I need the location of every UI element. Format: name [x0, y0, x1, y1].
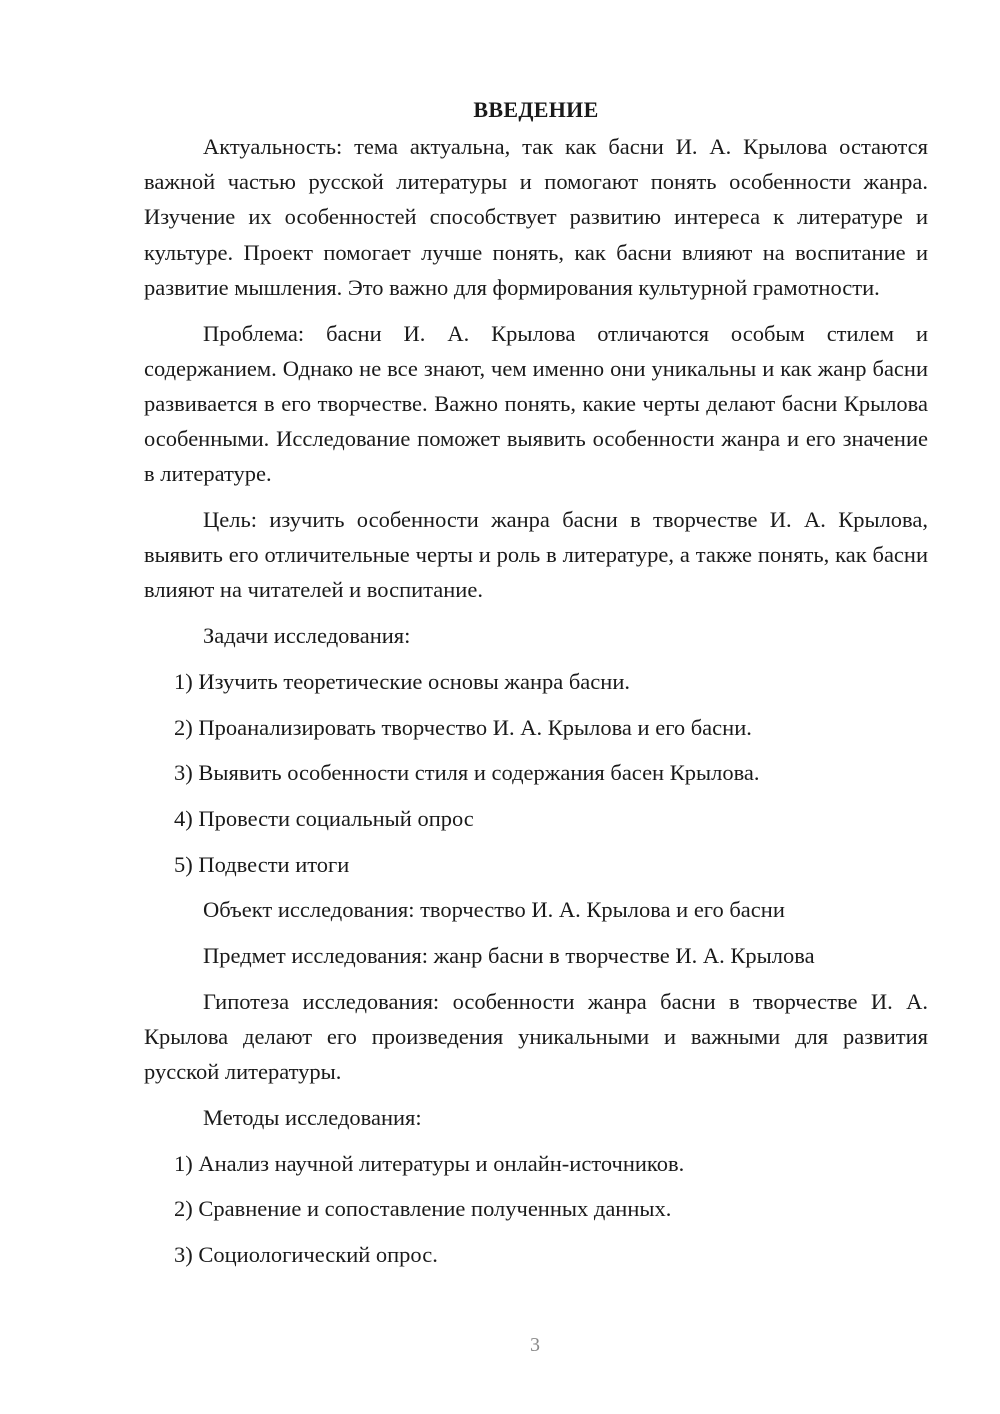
task-item: 1) Изучить теоретические основы жанра басни. [174, 668, 630, 694]
page-title: ВВЕДЕНИЕ [473, 97, 599, 122]
method-item: 2) Сравнение и сопоставление полученных данных. [174, 1196, 672, 1222]
subject-line: Предмет исследования: жанр басни в творчестве И. А. Крылова [203, 943, 815, 969]
method-item: 3) Социологический опрос. [174, 1241, 438, 1267]
method-item: 1) Анализ научной литературы и онлайн-источников. [174, 1150, 685, 1176]
problem-paragraph: Проблема: басни И. А. Крылова отличаются особым стилем и содержанием. Однако не все знают, чем именно они уникальны и как жанр басни развивается в его творчестве. Важно понять, какие черты делают басни Крылова особенными. Исследование поможет выявить особенности жанра и его значение в литературе. [144, 320, 928, 487]
task-item: 3) Выявить особенности стиля и содержания басен Крылова. [174, 760, 760, 786]
task-item: 5) Подвести итоги [174, 851, 350, 877]
document-page [144, 92, 928, 1283]
task-item: 2) Проанализировать творчество И. А. Крылова и его басни. [174, 714, 752, 740]
methods-heading: Методы исследования: [203, 1104, 422, 1130]
relevance-paragraph: Актуальность: тема актуальна, так как басни И. А. Крылова остаются важной частью русской литературы и помогают понять особенности жанра. Изучение их особенностей способствует развитию интереса к литературе и культуре. Проект помогает лучше понять, как басни влияют на воспитание и развитие мышления. Это важно для формирования культурной грамотности. [144, 134, 928, 300]
tasks-heading: Задачи исследования: [203, 623, 411, 649]
page-number: 3 [530, 1334, 540, 1356]
hypothesis-paragraph: Гипотеза исследования: особенности жанра басни в творчестве И. А. Крылова делают его произведения уникальными и важными для развития русской литературы. [144, 988, 928, 1085]
task-item: 4) Провести социальный опрос [174, 805, 474, 831]
goal-paragraph: Цель: изучить особенности жанра басни в творчестве И. А. Крылова, выявить его отличительные черты и роль в литературе, а также понять, как басни влияют на читателей и воспитание. [144, 507, 928, 603]
object-line: Объект исследования: творчество И. А. Крылова и его басни [203, 897, 785, 923]
